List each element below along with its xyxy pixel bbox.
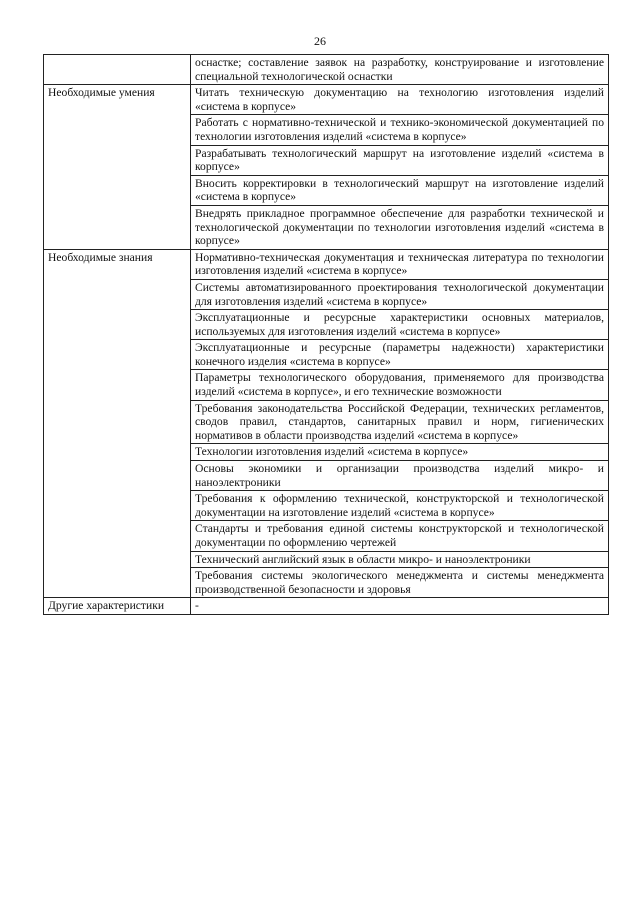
row-value: Стандарты и требования единой системы конструкторской и технологической документации по оформлению чертежей [191, 521, 609, 551]
table-row [44, 85, 609, 115]
row-value: Требования к оформлению технической, конструкторской и технологической документации на изготовление изделий «система в корпусе» [191, 491, 609, 521]
row-value: Основы экономики и организации производства изделий микро- и наноэлектроники [191, 461, 609, 491]
row-value: оснастке; составление заявок на разработку, конструирование и изготовление специальной технологической оснастки [191, 55, 609, 85]
row-label: Другие характеристики [44, 598, 191, 615]
row-value: - [191, 598, 609, 615]
page-number: 26 [314, 34, 326, 48]
row-value: Внедрять прикладное программное обеспечение для разработки технической и технологической документации по технологии изготовления изделий «система в корпусе» [191, 205, 609, 249]
row-value: Технологии изготовления изделий «система в корпусе» [191, 444, 609, 461]
row-label: Необходимые умения [44, 85, 191, 250]
table-row [44, 55, 609, 85]
row-label: Необходимые знания [44, 249, 191, 598]
row-value: Эксплуатационные и ресурсные характеристики основных материалов, используемых для изготовления изделий «система в корпусе» [191, 310, 609, 340]
requirements-table [43, 54, 609, 615]
row-value: Требования системы экологического менеджмента и системы менеджмента производственной безопасности и здоровья [191, 568, 609, 598]
row-value: Параметры технологического оборудования, применяемого для производства изделий «система в корпусе», и его технические возможности [191, 370, 609, 400]
row-value: Эксплуатационные и ресурсные (параметры надежности) характеристики конечного изделия «система в корпусе» [191, 340, 609, 370]
row-value: Читать техническую документацию на технологию изготовления изделий «система в корпусе» [191, 85, 609, 115]
row-value: Работать с нормативно-технической и технико-экономической документацией по технологии изготовления изделий «система в корпусе» [191, 115, 609, 145]
row-value: Технический английский язык в области микро- и наноэлектроники [191, 551, 609, 568]
table-row [44, 249, 609, 279]
row-value: Нормативно-техническая документация и техническая литература по технологии изготовления изделий «система в корпусе» [191, 249, 609, 279]
row-label [44, 55, 191, 85]
row-value: Требования законодательства Российской Федерации, технических регламентов, сводов правил, стандартов, санитарных правил и норм, гигиенических нормативов в области производства изделий «система в корпусе» [191, 400, 609, 444]
row-value: Системы автоматизированного проектирования технологической документации для изготовления изделий «система в корпусе» [191, 279, 609, 309]
row-value: Вносить корректировки в технологический маршрут на изготовление изделий «система в корпусе» [191, 175, 609, 205]
row-value: Разрабатывать технологический маршрут на изготовление изделий «система в корпусе» [191, 145, 609, 175]
table-row [44, 598, 609, 615]
